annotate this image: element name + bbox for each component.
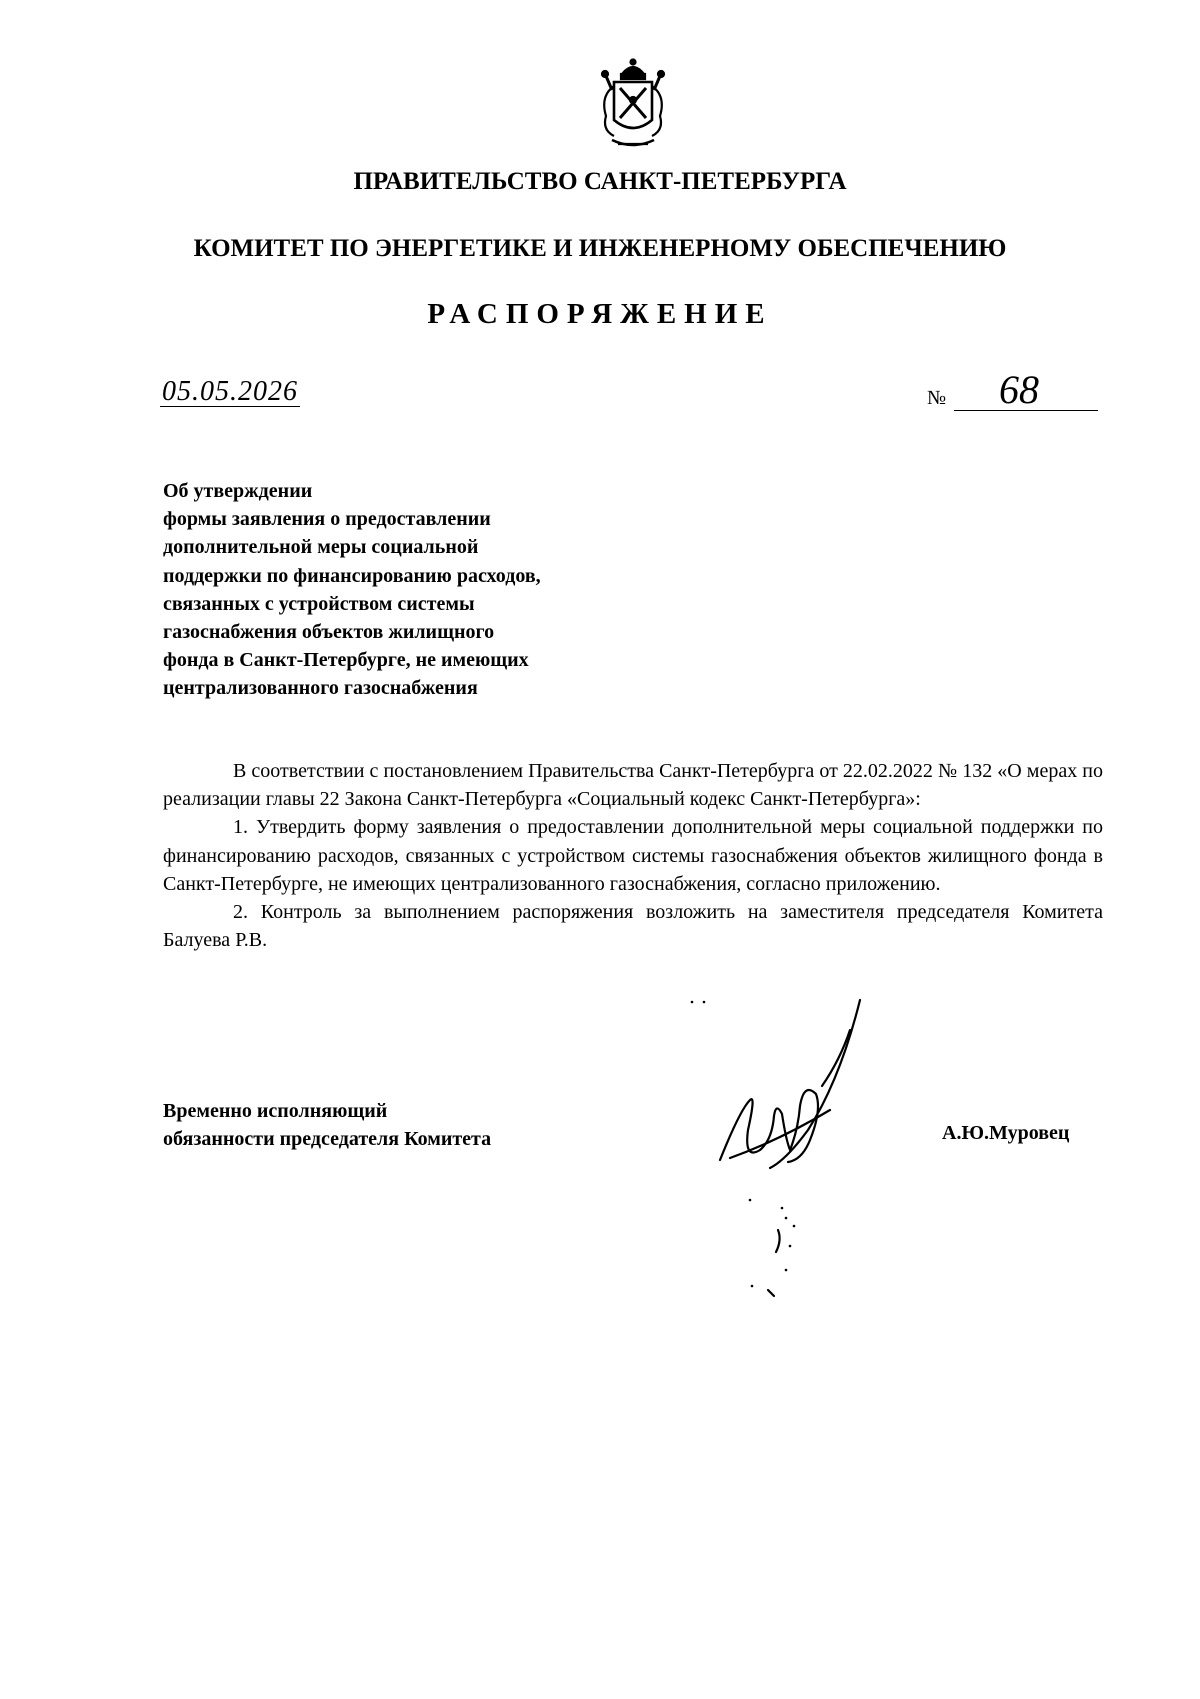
document-date: 05.05.2026 xyxy=(162,376,298,407)
subject-line: Об утверждении xyxy=(163,480,313,502)
number-sign: № xyxy=(927,387,947,409)
signatory-position xyxy=(163,1097,663,1153)
subject-line: централизованного газоснабжения xyxy=(163,677,478,700)
subject-line: газоснабжения объектов жилищного xyxy=(163,621,495,644)
government-heading: ПРАВИТЕЛЬСТВО САНКТ-ПЕТЕРБУРГА xyxy=(353,168,847,195)
coat-of-arms-emblem xyxy=(592,56,674,150)
subject-line: формы заявления о предоставлении xyxy=(163,508,491,531)
subject-line: поддержки по финансированию расходов, xyxy=(163,564,541,587)
subject-line: дополнительной меры социальной xyxy=(163,536,479,559)
document-number: 68 xyxy=(954,368,1098,411)
handwritten-signature xyxy=(690,990,890,1310)
position-line: Временно исполняющий xyxy=(163,1100,388,1122)
document-subject xyxy=(163,477,683,703)
item-2-paragraph: 2. Контроль за выполнением распоряжения возложить на заместителя председателя Комитета Балуева Р.В. xyxy=(163,901,1103,952)
subject-line: связанных с устройством системы xyxy=(163,592,475,615)
subject-line: фонда в Санкт-Петербурге, не имеющих xyxy=(163,649,529,672)
signatory-name: А.Ю.Муровец xyxy=(942,1122,1070,1144)
committee-heading: КОМИТЕТ ПО ЭНЕРГЕТИКЕ И ИНЖЕНЕРНОМУ ОБЕСПЕЧЕНИЮ xyxy=(193,235,1007,262)
document-type-heading: РАСПОРЯЖЕНИЕ xyxy=(427,298,773,330)
item-1-paragraph: 1. Утвердить форму заявления о предоставлении дополнительной меры социальной поддержки по финансированию расходов, связанных с устройством системы газоснабжения объектов жилищного фонда в Санкт-Петербурге, не имеющих централизованного газоснабжения, согласно приложению. xyxy=(163,816,1103,895)
preamble-paragraph: В соответствии с постановлением Правительства Санкт-Петербурга от 22.02.2022 № 132 «О мерах по реализации главы 22 Закона Санкт-Петербурга «Социальный кодекс Санкт-Петербурга»: xyxy=(163,760,1103,811)
position-line: обязанности председателя Комитета xyxy=(163,1128,492,1151)
document-body xyxy=(163,757,1103,954)
